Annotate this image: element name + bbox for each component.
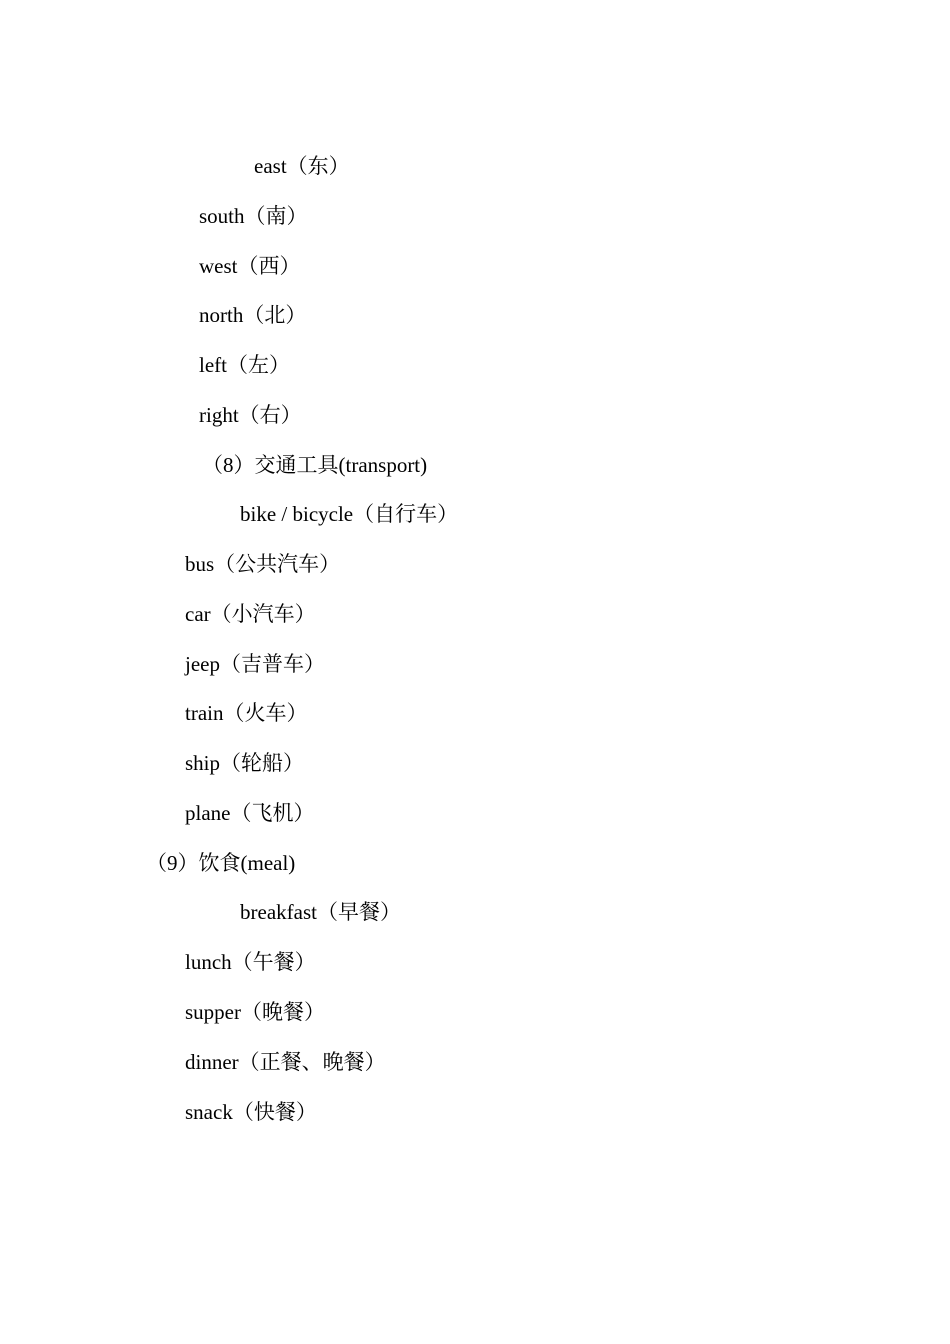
vocab-train: train（火车） <box>185 701 308 725</box>
vocab-north: north（北） <box>199 303 307 327</box>
vocab-west: west（西） <box>199 254 301 278</box>
vocab-car: car（小汽车） <box>185 602 316 626</box>
vocab-left: left（左） <box>199 353 290 377</box>
vocab-ship: ship（轮船） <box>185 751 305 775</box>
vocab-snack: snack（快餐） <box>185 1100 317 1124</box>
section-heading-transport: （8）交通工具(transport) <box>202 453 428 477</box>
vocab-dinner: dinner（正餐、晚餐） <box>185 1050 386 1074</box>
vocab-east: east（东） <box>254 154 350 178</box>
vocab-breakfast: breakfast（早餐） <box>240 900 401 924</box>
vocab-right: right（右） <box>199 403 302 427</box>
vocab-plane: plane（飞机） <box>185 801 315 825</box>
vocab-south: south（南） <box>199 204 308 228</box>
vocab-bike: bike / bicycle（自行车） <box>240 502 459 526</box>
vocab-bus: bus（公共汽车） <box>185 552 341 576</box>
section-heading-meal: （9）饮食(meal) <box>146 851 296 875</box>
vocab-jeep: jeep（吉普车） <box>185 652 325 676</box>
vocab-lunch: lunch（午餐） <box>185 950 316 974</box>
vocab-supper: supper（晚餐） <box>185 1000 325 1024</box>
